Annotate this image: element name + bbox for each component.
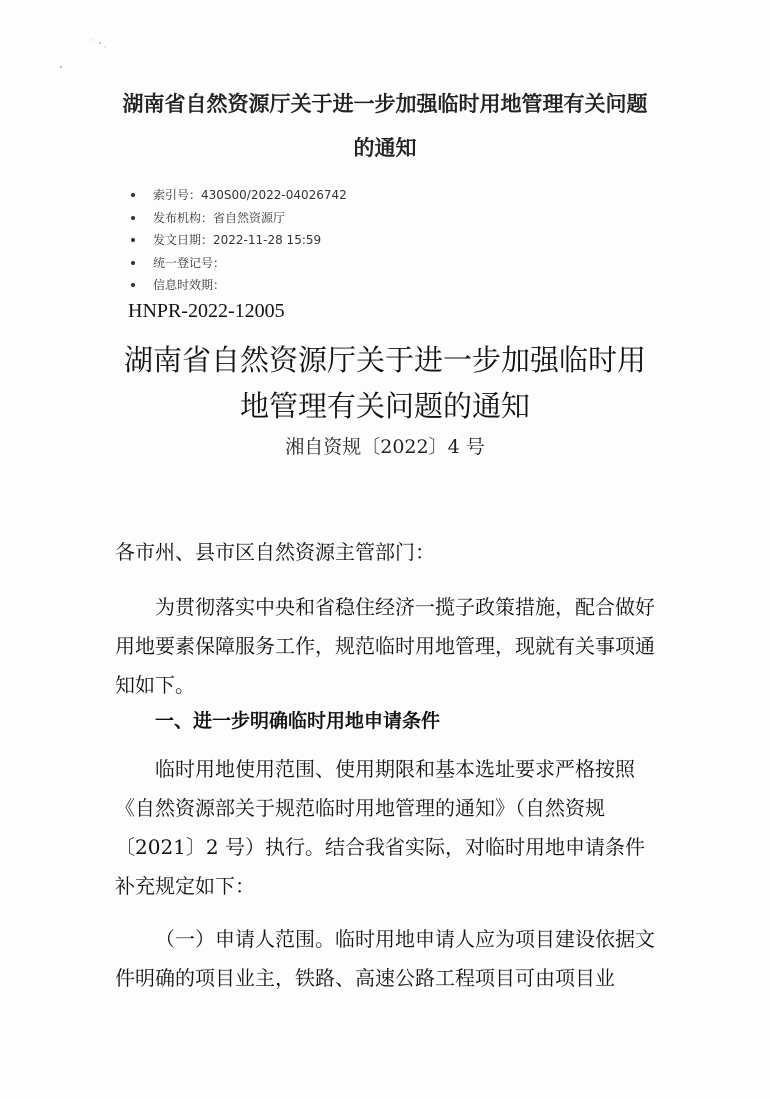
bullet-icon (131, 283, 135, 287)
metadata-list (128, 184, 347, 297)
bullet-icon (131, 193, 135, 197)
section-heading-1: 一、进一步明确临时用地申请条件 (155, 710, 441, 732)
meta-publish-date (128, 229, 347, 252)
scan-noise-marks (55, 35, 115, 75)
meta-registration-number (128, 252, 347, 275)
meta-label: 发布机构：省自然资源厅 (153, 210, 286, 225)
salutation: 各市州、县市区自然资源主管部门： (115, 540, 435, 564)
web-page-title (60, 82, 710, 170)
bullet-icon (131, 216, 135, 220)
document-title-line-2: 地管理有关问题的通知 (239, 389, 530, 423)
paragraph-applicant-scope: （一）申请人范围。临时用地申请人应为项目建设依据文件明确的项目业主，铁路、高速公路工程项目可由项目业 (115, 927, 655, 990)
paragraph-application-conditions: 临时用地使用范围、使用期限和基本选址要求严格按照《自然资源部关于规范临时用地管理的通知》（自然资规〔2021〕2 号）执行。结合我省实际，对临时用地申请条件补充规定如下： (115, 757, 645, 898)
web-title-line-1: 湖南省自然资源厅关于进一步加强临时用地管理有关问题 (122, 92, 648, 116)
meta-label: 发文日期：2022-11-28 15:59 (153, 233, 322, 247)
document-number: 湘自资规〔2022〕4 号 (285, 436, 485, 458)
document-title-line-1: 湖南省自然资源厅关于进一步加强临时用 (123, 343, 646, 377)
meta-publisher (128, 207, 347, 230)
meta-label: 信息时效期： (153, 278, 226, 292)
meta-validity (128, 274, 347, 297)
document-title (95, 337, 675, 429)
web-title-line-2: 的通知 (353, 136, 417, 160)
meta-label: 统一登记号： (153, 255, 226, 270)
bullet-icon (131, 261, 135, 265)
document-code: HNPR-2022-12005 (128, 300, 285, 322)
paragraph-intro: 为贯彻落实中央和省稳住经济一揽子政策措施，配合做好用地要素保障服务工作，规范临时用地管理，现就有关事项通知如下。 (115, 595, 655, 697)
meta-index-number (128, 184, 347, 207)
meta-label: 索引号：430S00/2022-04026742 (153, 188, 347, 202)
bullet-icon (131, 238, 135, 242)
